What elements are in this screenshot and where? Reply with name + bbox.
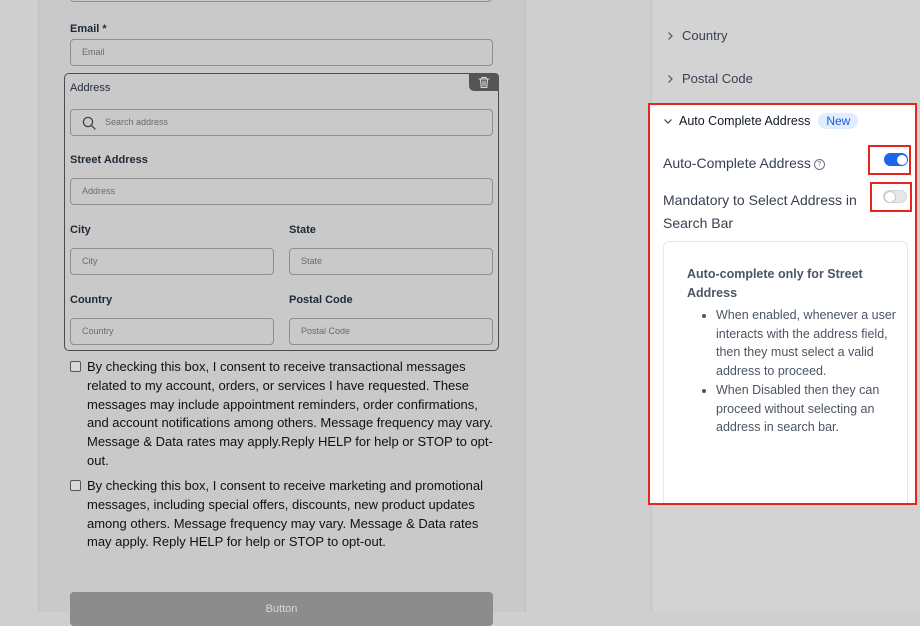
- search-address-input[interactable]: [70, 109, 493, 136]
- mandatory-select-label: Mandatory to Select Address in Search Bar: [663, 192, 857, 231]
- marketing-consent-checkbox[interactable]: [70, 480, 81, 491]
- info-item: • When enabled, whenever a user interacts with the address field, then they must select a valid address to proceed.: [716, 306, 906, 381]
- auto-complete-section-toggle[interactable]: [663, 113, 858, 129]
- country-field[interactable]: Country: [70, 318, 274, 345]
- trash-icon: [478, 76, 490, 89]
- auto-complete-heading: Auto Complete Address: [679, 114, 811, 128]
- auto-complete-label: Auto-Complete Address: [663, 155, 811, 171]
- transactional-consent-text: By checking this box, I consent to receive transactional messages related to my account, orders, or services I have requested. These messages may include appointment reminders, order confirmations, and account notifications among others. Message frequency may vary. Message & Data rates may apply.Reply HELP for help or STOP to opt-out.: [87, 359, 493, 468]
- country-label: Country: [70, 294, 113, 306]
- auto-complete-option: [663, 152, 825, 175]
- auto-complete-toggle[interactable]: [884, 153, 908, 166]
- postal-code-label: Postal Code: [289, 294, 353, 306]
- email-field[interactable]: Email: [70, 39, 493, 66]
- help-icon[interactable]: ?: [814, 159, 825, 170]
- street-address-label: Street Address: [70, 154, 148, 166]
- delete-address-button[interactable]: [469, 73, 499, 91]
- mandatory-select-toggle[interactable]: [883, 190, 907, 203]
- info-item: • When Disabled then they can proceed without selecting an address in search bar.: [716, 381, 906, 437]
- submit-button[interactable]: Button: [70, 592, 493, 626]
- chevron-down-icon: [663, 116, 673, 126]
- state-field[interactable]: State: [289, 248, 493, 275]
- street-address-field[interactable]: Address: [70, 178, 493, 205]
- info-list: [700, 306, 906, 437]
- postal-code-section-toggle[interactable]: [665, 71, 753, 86]
- chevron-right-icon: [665, 31, 675, 41]
- search-icon: [82, 116, 96, 130]
- chevron-right-icon: [665, 74, 675, 84]
- state-label: State: [289, 224, 316, 236]
- country-section-toggle[interactable]: [665, 28, 728, 43]
- email-label: Email *: [70, 23, 107, 35]
- transactional-consent: [70, 358, 495, 471]
- address-title: Address: [70, 82, 111, 94]
- marketing-consent-text: By checking this box, I consent to receive marketing and promotional messages, including special offers, discounts, new product updates among others. Message frequency may vary. Message & Data rates may apply. Reply HELP for help or STOP to opt-out.: [87, 478, 483, 550]
- info-title: Auto-complete only for Street Address: [687, 267, 863, 300]
- previous-field-input[interactable]: [70, 0, 492, 2]
- new-badge: New: [818, 113, 858, 129]
- postal-code-section-label: Postal Code: [682, 71, 753, 86]
- transactional-consent-checkbox[interactable]: [70, 361, 81, 372]
- search-address-placeholder: Search address: [105, 117, 169, 127]
- city-label: City: [70, 224, 91, 236]
- postal-code-field[interactable]: Postal Code: [289, 318, 493, 345]
- marketing-consent: [70, 477, 495, 552]
- country-section-label: Country: [682, 28, 728, 43]
- city-field[interactable]: City: [70, 248, 274, 275]
